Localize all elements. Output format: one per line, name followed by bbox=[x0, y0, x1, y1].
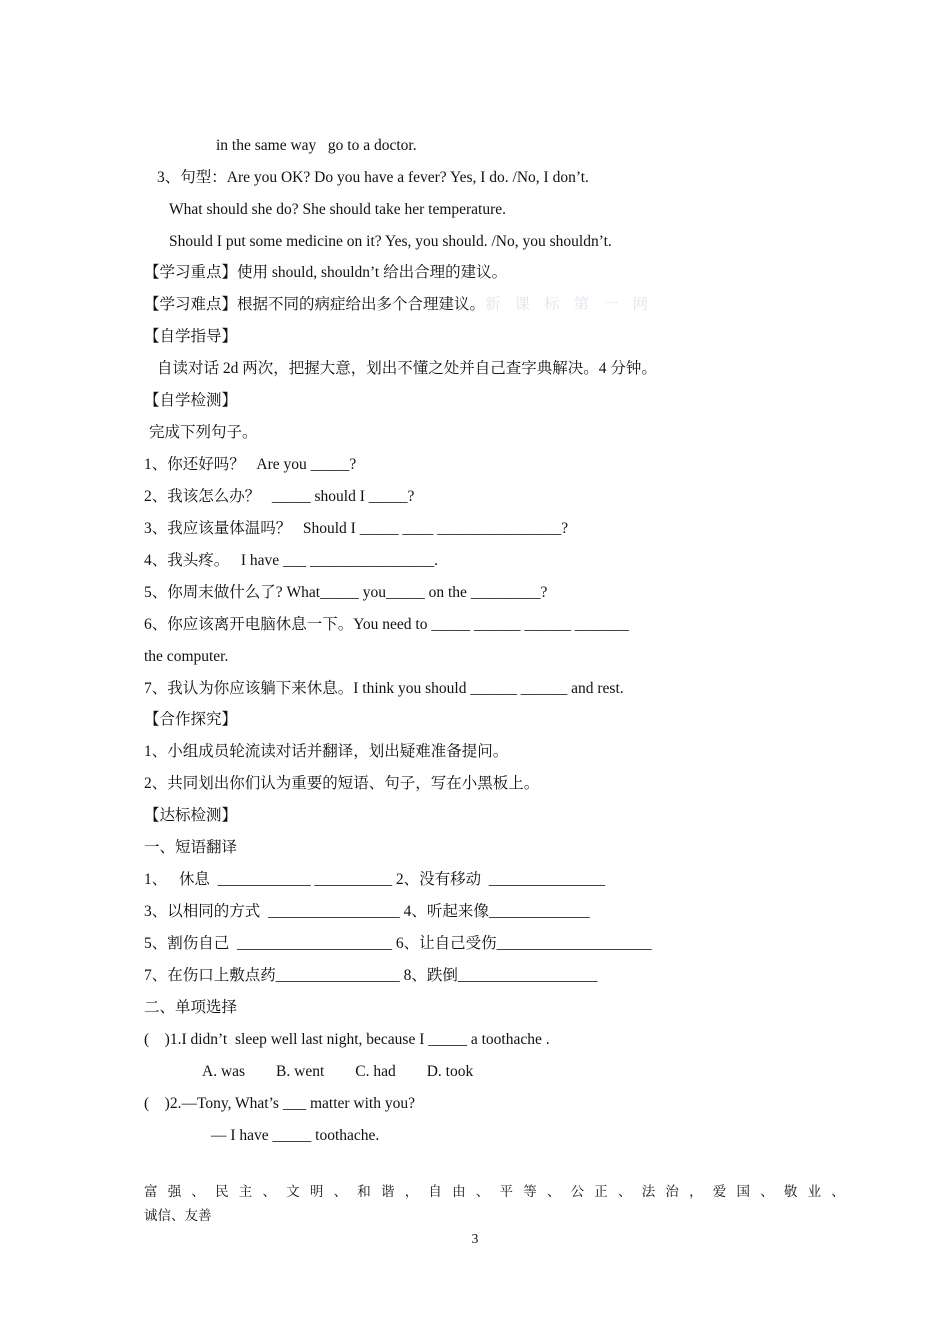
self-check-heading: 【自学检测】 bbox=[144, 392, 238, 409]
choice-question: ( )1.I didn’t sleep well last night, because I _____ a toothache . bbox=[144, 1031, 550, 1048]
choice-options: A. was B. went C. had D. took bbox=[202, 1063, 474, 1080]
sentence-pattern-line: Should I put some medicine on it? Yes, you should. /No, you shouldn’t. bbox=[169, 233, 612, 250]
key-points: 【学习重点】使用 should, shouldn’t 给出合理的建议。 bbox=[144, 264, 508, 281]
choice-question: ( )2.—Tony, What’s ___ matter with you? bbox=[144, 1095, 415, 1112]
exercise-item: 1、你还好吗？ Are you _____? bbox=[144, 456, 357, 473]
section-title-translation: 一、短语翻译 bbox=[144, 839, 238, 856]
sentence-pattern-line: What should she do? She should take her temperature. bbox=[169, 201, 507, 218]
difficulties bbox=[144, 295, 662, 315]
sentence-pattern-heading: 3、句型：Are you OK? Do you have a fever? Yes, I do. /No, I don’t. bbox=[157, 169, 589, 186]
exercise-item: 7、我认为你应该躺下来休息。I think you should ______ ______ and rest. bbox=[144, 680, 624, 697]
translation-item: 7、在伤口上敷点药________________ 8、跌倒__________________ bbox=[144, 967, 598, 984]
translation-item: 5、割伤自己 ____________________ 6、让自己受伤____________________ bbox=[144, 935, 652, 952]
assessment-heading: 【达标检测】 bbox=[144, 807, 238, 824]
exercise-item: 2、我该怎么办？ _____ should I _____? bbox=[144, 488, 415, 505]
footer-values-line: 富强、民主、文明、和谐，自由、平等、公正、法治，爱国、敬业、 bbox=[144, 1184, 855, 1199]
cooperation-item: 1、小组成员轮流读对话并翻译，划出疑难准备提问。 bbox=[144, 743, 509, 760]
page-number: 3 bbox=[471, 1231, 479, 1246]
self-study-guide-heading: 【自学指导】 bbox=[144, 328, 238, 345]
cooperation-heading: 【合作探究】 bbox=[144, 711, 238, 728]
footer-values bbox=[144, 1180, 855, 1228]
exercise-item: 3、我应该量体温吗？ Should I _____ ____ ________________? bbox=[144, 520, 569, 537]
watermark-text: 新课标第一网 bbox=[485, 296, 663, 313]
exercise-item: 5、你周末做什么了? What_____ you_____ on the _________? bbox=[144, 584, 548, 601]
choice-question-continued: — I have _____ toothache. bbox=[211, 1127, 380, 1144]
exercise-item-continued: the computer. bbox=[144, 648, 229, 665]
translation-item: 3、以相同的方式 _________________ 4、听起来像_____________ bbox=[144, 903, 590, 920]
cooperation-item: 2、共同划出你们认为重要的短语、句子，写在小黑板上。 bbox=[144, 775, 540, 792]
exercise-item: 4、我头疼。 I have ___ ________________. bbox=[144, 552, 439, 569]
self-study-guide-text: 自读对话 2d 两次，把握大意，划出不懂之处并自己查字典解决。4 分钟。 bbox=[157, 360, 657, 377]
translation-item: 1、 休息 ____________ __________ 2、没有移动 _______________ bbox=[144, 871, 606, 888]
section-title-choice: 二、单项选择 bbox=[144, 999, 238, 1016]
difficulties-text: 【学习难点】根据不同的病症给出多个合理建议。 bbox=[144, 296, 486, 313]
phrase-line: in the same way go to a doctor. bbox=[216, 137, 417, 154]
footer-values-line: 诚信、友善 bbox=[144, 1208, 212, 1223]
exercise-item: 6、你应该离开电脑休息一下。You need to _____ ______ ______ _______ bbox=[144, 616, 629, 633]
instruction-text: 完成下列句子。 bbox=[149, 424, 258, 441]
